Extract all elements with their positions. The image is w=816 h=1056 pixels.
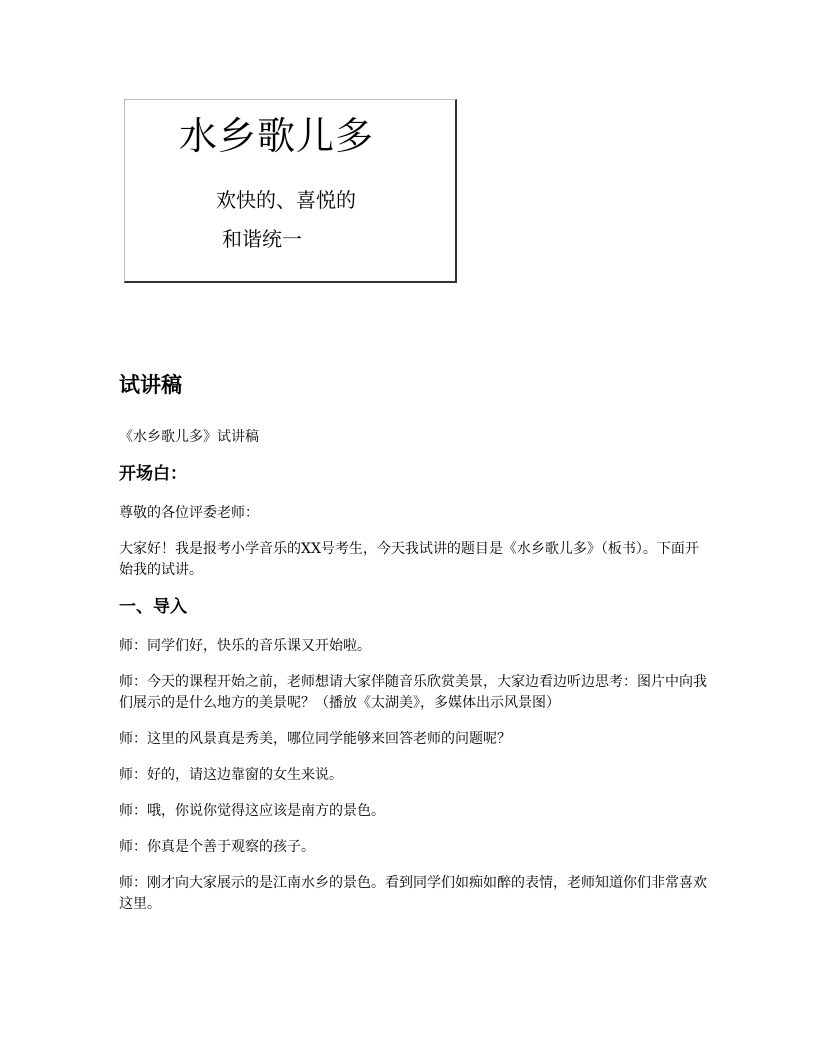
paragraph: 师：同学们好，快乐的音乐课又开始啦。: [119, 638, 371, 655]
intro-paragraph: 大家好！我是报考小学音乐的XX号考生，今天我试讲的题目是《水乡歌儿多》（板书）。下面开始我的试讲。: [119, 541, 699, 579]
section-1-heading: 一、导入: [119, 597, 187, 618]
blackboard-title: 水乡歌儿多: [179, 114, 375, 158]
greeting-paragraph: 尊敬的各位评委老师：: [119, 505, 259, 522]
paragraph: 师：今天的课程开始之前，老师想请大家伴随音乐欣赏美景，大家边看边听边思考：图片中向我们展示的是什么地方的美景呢？（播放《太湖美》，多媒体出示风景图）: [119, 674, 707, 712]
paragraph: 师：你真是个善于观察的孩子。: [119, 839, 315, 856]
opening-heading: 开场白：: [119, 464, 187, 485]
document-body: [119, 372, 709, 930]
document-heading: 试讲稿: [119, 373, 182, 397]
blackboard-line-1: 欢快的、喜悦的: [216, 188, 356, 212]
blackboard-box: [124, 99, 457, 283]
paragraph: 师：哦，你说你觉得这应该是南方的景色。: [119, 803, 385, 820]
paragraph: 师：刚才向大家展示的是江南水乡的景色。看到同学们如痴如醉的表情，老师知道你们非常喜欢这里。: [119, 875, 707, 913]
document-subtitle: 《水乡歌儿多》试讲稿: [119, 429, 259, 446]
paragraph: 师：这里的风景真是秀美，哪位同学能够来回答老师的问题呢？: [119, 731, 511, 748]
blackboard-line-2: 和谐统一: [222, 227, 302, 251]
paragraph: 师：好的，请这边靠窗的女生来说。: [119, 767, 343, 784]
